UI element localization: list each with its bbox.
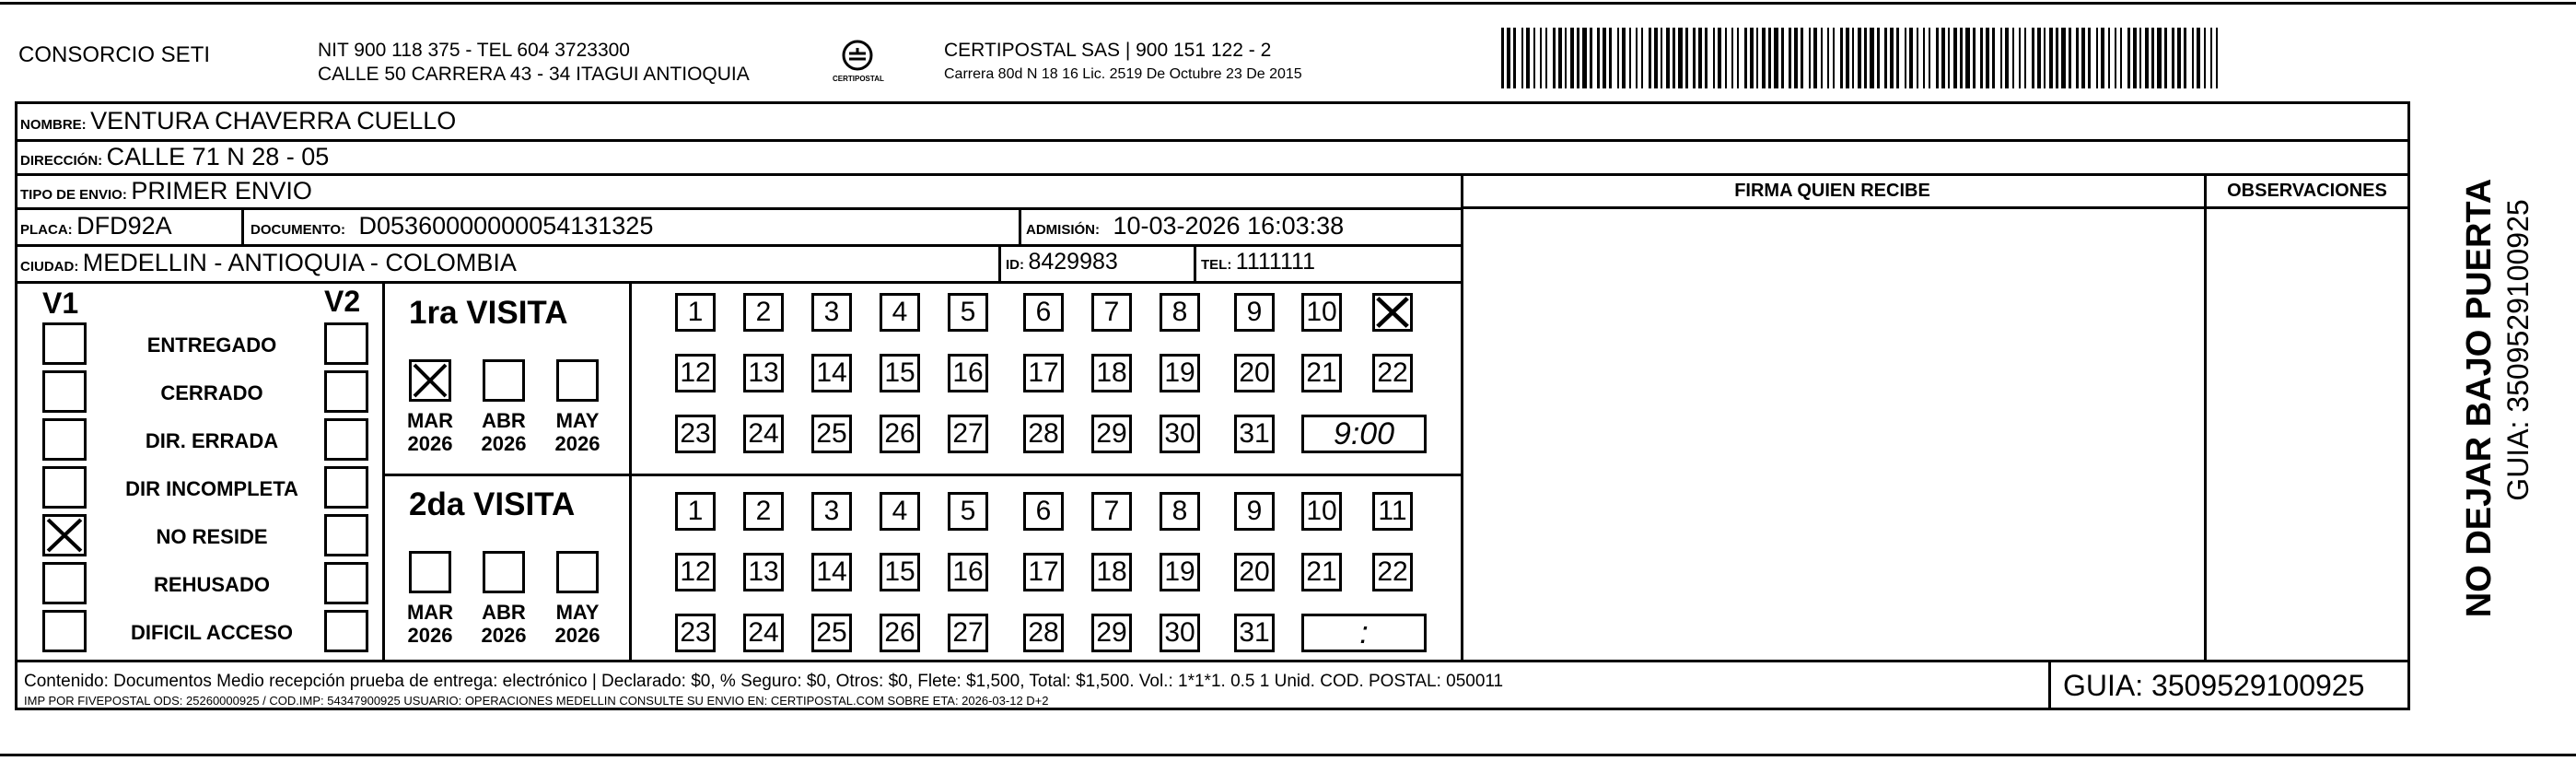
day-box[interactable]: 21 [1301, 354, 1342, 392]
barcode-bar [2164, 28, 2167, 88]
barcode-bar [1666, 28, 1670, 88]
v1-checkbox[interactable] [42, 418, 87, 461]
barcode-bar [1768, 28, 1771, 88]
tel-value: 1111111 [1235, 249, 1315, 275]
barcode-bar [1973, 28, 1976, 88]
day-box[interactable]: 7 [1091, 492, 1132, 531]
day-box[interactable]: 29 [1091, 415, 1132, 453]
barcode-bar [1582, 28, 1587, 88]
time-box[interactable]: : [1301, 614, 1427, 652]
barcode-bar [1577, 28, 1579, 88]
firma-header: FIRMA QUIEN RECIBE [1734, 181, 1930, 201]
barcode-bar [1673, 28, 1675, 88]
barcode-bar [1965, 28, 1970, 88]
day-box[interactable]: 21 [1301, 553, 1342, 591]
barcode-bar [2216, 28, 2218, 88]
day-box[interactable]: 3 [811, 293, 852, 332]
barcode-bar [2076, 28, 2079, 88]
day-box[interactable]: 17 [1023, 354, 1064, 392]
barcode-bar [2210, 28, 2212, 88]
month-divider [629, 281, 632, 661]
barcode-bar [1526, 28, 1530, 88]
barcode-bar [1507, 28, 1510, 88]
direccion-label: DIRECCIÓN: CALLE 71 N 28 - 05 [20, 143, 330, 170]
barcode-bar [1781, 28, 1784, 88]
barcode-bar [1678, 28, 1683, 88]
day-box[interactable]: 13 [743, 553, 784, 591]
placa-label: PLACA: DFD92A [20, 212, 172, 240]
barcode-bar [1737, 28, 1739, 88]
status-label: ENTREGADO [146, 334, 277, 357]
imp-text: IMP POR FIVEPOSTAL ODS: 25260000925 / COD.IMP: 54347900925 USUARIO: OPERACIONES MEDELLIN CONSULTE SU ENVIO EN: CERTIPOSTAL.COM SOBRE ETA: 2026-03-12 D+2 [24, 694, 1049, 708]
day-box[interactable]: 3 [811, 492, 852, 531]
day-box[interactable]: 19 [1160, 553, 1200, 591]
day-box[interactable]: 12 [675, 553, 716, 591]
v1-checkbox[interactable] [42, 610, 87, 652]
documento-label: DOCUMENTO: D05360000000054131325 [251, 212, 654, 240]
barcode-bar [1622, 28, 1626, 88]
barcode-bar [1685, 28, 1688, 88]
time-box[interactable]: 9:00 [1301, 415, 1427, 453]
status-label: CERRADO [160, 381, 263, 404]
guia-divider [2048, 660, 2051, 709]
row-line [15, 139, 2409, 142]
v2-checkbox[interactable] [324, 562, 368, 604]
day-box[interactable]: 1 [675, 492, 716, 531]
month-checkbox[interactable] [556, 551, 599, 593]
barcode-bar [1877, 28, 1880, 88]
address-line: CALLE 50 CARRERA 43 - 34 ITAGUI ANTIOQUIA [318, 64, 750, 85]
row-line [15, 281, 1461, 284]
barcode-bar [2172, 28, 2174, 88]
v2-label: V2 [324, 285, 361, 318]
barcode-bar [2019, 28, 2021, 88]
barcode-bar [1801, 28, 1803, 88]
form-top [15, 101, 2409, 104]
day-box[interactable]: 4 [880, 293, 920, 332]
month-checkbox[interactable] [483, 359, 525, 402]
barcode-bar [1513, 28, 1516, 88]
day-box[interactable]: 20 [1234, 354, 1275, 392]
barcode-bar [1821, 28, 1823, 88]
barcode-bar [2120, 28, 2122, 88]
barcode-bar [2151, 28, 2154, 88]
v1-checkbox[interactable] [42, 514, 87, 556]
barcode-bar [1960, 28, 1963, 88]
tipo-label: TIPO DE ENVIO: PRIMER ENVIO [20, 177, 312, 205]
barcode-bar [2204, 28, 2206, 88]
barcode-bar [2096, 28, 2098, 88]
day-box[interactable]: 13 [743, 354, 784, 392]
v2-checkbox[interactable] [324, 514, 368, 556]
day-box[interactable]: 16 [948, 354, 988, 392]
barcode-bar [2061, 28, 2066, 88]
day-box[interactable]: 20 [1234, 553, 1275, 591]
day-box[interactable]: 28 [1023, 415, 1064, 453]
barcode-bar [1774, 28, 1778, 88]
barcode-bar [2127, 28, 2130, 88]
guia-box: GUIA: 3509529100925 [2063, 669, 2365, 702]
firma-left [1461, 173, 1463, 661]
barcode-bar [1597, 28, 1600, 88]
top-rule [0, 2, 2576, 5]
cell-divider [1019, 207, 1021, 244]
barcode-bar [1923, 28, 1925, 88]
nombre-label: NOMBRE: VENTURA CHAVERRA CUELLO [20, 107, 457, 135]
barcode-bar [1884, 28, 1887, 88]
barcode-bar [1609, 28, 1612, 88]
row-line [15, 244, 1461, 247]
day-box[interactable]: 8 [1160, 492, 1200, 531]
status-label: DIR INCOMPLETA [125, 477, 298, 500]
barcode-bar [1718, 28, 1721, 88]
status-label: DIR. ERRADA [145, 429, 279, 452]
barcode-bar [2088, 28, 2091, 88]
barcode-bar [1909, 28, 1913, 88]
barcode-bar [1917, 28, 1918, 88]
placa-value: DFD92A [76, 212, 172, 240]
admision-label: ADMISIÓN: 10-03-2026 16:03:38 [1026, 212, 1345, 240]
day-box[interactable]: 23 [675, 415, 716, 453]
status-label: REHUSADO [154, 573, 270, 596]
barcode-bar [1744, 28, 1747, 88]
day-box[interactable]: 14 [811, 553, 852, 591]
barcode-bar [1570, 28, 1574, 88]
barcode-bar [2145, 28, 2149, 88]
v2-checkbox[interactable] [324, 322, 368, 365]
month-checkbox[interactable] [483, 551, 525, 593]
day-box[interactable]: 14 [811, 354, 852, 392]
cell-divider [1194, 244, 1196, 281]
day-box[interactable]: 22 [1372, 354, 1413, 392]
v1-checkbox[interactable] [42, 562, 87, 604]
side-guia: GUIA: 3509529100925 [2501, 199, 2535, 501]
barcode-bar [1980, 28, 1983, 88]
barcode-bar [1846, 28, 1849, 88]
barcode-bar [1693, 28, 1696, 88]
day-box[interactable]: 16 [948, 553, 988, 591]
barcode-bar [2108, 28, 2110, 88]
cell-divider [241, 207, 244, 244]
status-label: DIFICIL ACCESO [130, 621, 293, 644]
id-value: 8429983 [1028, 249, 1118, 275]
day-box[interactable]: 10 [1301, 293, 1342, 332]
obs-left [2204, 173, 2207, 661]
barcode-bar [1750, 28, 1754, 88]
barcode-bar [2184, 28, 2186, 88]
company-name: CONSORCIO SETI [18, 42, 211, 67]
barcode-bar [1590, 28, 1592, 88]
day-box[interactable]: 9 [1234, 492, 1275, 531]
barcode-bar [1953, 28, 1957, 88]
day-box[interactable]: 5 [948, 492, 988, 531]
day-box[interactable]: 17 [1023, 553, 1064, 591]
barcode-bar [2197, 28, 2200, 88]
day-box[interactable]: 15 [880, 553, 920, 591]
barcode-bar [1813, 28, 1817, 88]
status-label: NO RESIDE [156, 525, 268, 548]
day-box[interactable]: 24 [743, 614, 784, 652]
barcode-bar [2000, 28, 2002, 88]
month-checkbox[interactable] [409, 551, 451, 593]
status-divider [382, 281, 385, 661]
day-box[interactable]: 2 [743, 492, 784, 531]
day-box[interactable]: 19 [1160, 354, 1200, 392]
barcode-bar [1852, 28, 1854, 88]
barcode-bar [2032, 28, 2034, 88]
day-box[interactable]: 18 [1091, 354, 1132, 392]
barcode-bar [1789, 28, 1791, 88]
license-line: Carrera 80d N 18 16 Lic. 2519 De Octubre 23 De 2015 [944, 66, 1302, 82]
barcode-bar [1558, 28, 1562, 88]
barcode-bar [2056, 28, 2058, 88]
day-box[interactable]: 25 [811, 415, 852, 453]
day-box[interactable]: 7 [1091, 293, 1132, 332]
barcode-bar [2037, 28, 2041, 88]
day-box[interactable]: 1 [675, 293, 716, 332]
day-box[interactable]: 5 [948, 293, 988, 332]
day-box[interactable]: 22 [1372, 553, 1413, 591]
barcode-bar [2081, 28, 2085, 88]
barcode-bar [1705, 28, 1708, 88]
row-line [15, 207, 1461, 210]
barcode-bar [1617, 28, 1619, 88]
day-box[interactable]: 26 [880, 415, 920, 453]
barcode-bar [1603, 28, 1606, 88]
id-label: ID: 8429983 [1006, 249, 1118, 275]
form-right [2407, 101, 2410, 709]
admision-value: 10-03-2026 16:03:38 [1113, 212, 1345, 240]
barcode-bar [1654, 28, 1658, 88]
day-box[interactable]: 10 [1301, 492, 1342, 531]
month-label: MAR 2026 [406, 601, 454, 648]
v2-checkbox[interactable] [324, 370, 368, 413]
barcode-bar [1629, 28, 1631, 88]
barcode-bar [1870, 28, 1874, 88]
day-box[interactable]: 9 [1234, 293, 1275, 332]
month-label: MAY 2026 [554, 601, 600, 648]
day-box[interactable]: 12 [675, 354, 716, 392]
barcode-bar [1545, 28, 1547, 88]
barcode-bar [1501, 28, 1504, 88]
barcode-bar [1905, 28, 1906, 88]
header-underline [1461, 206, 2409, 209]
barcode-bar [2133, 28, 2137, 88]
barcode-bar [1809, 28, 1811, 88]
barcode-bar [1833, 28, 1835, 88]
barcode-bar [2024, 28, 2026, 88]
v2-checkbox[interactable] [324, 466, 368, 509]
month-label: ABR 2026 [481, 601, 527, 648]
month-label: MAR 2026 [406, 409, 454, 456]
barcode [1501, 28, 2223, 88]
v1-checkbox[interactable] [42, 466, 87, 509]
month-label: MAY 2026 [554, 409, 600, 456]
barcode-bar [2177, 28, 2181, 88]
barcode-bar [2005, 28, 2009, 88]
barcode-bar [1540, 28, 1542, 88]
barcode-bar [1731, 28, 1733, 88]
ciudad-label: CIUDAD: MEDELLIN - ANTIOQUIA - COLOMBIA [20, 249, 517, 276]
day-box[interactable]: 6 [1023, 293, 1064, 332]
observaciones-header: OBSERVACIONES [2227, 181, 2387, 201]
barcode-bar [2069, 28, 2071, 88]
day-box[interactable]: 27 [948, 614, 988, 652]
day-box[interactable]: 30 [1160, 415, 1200, 453]
barcode-bar [2157, 28, 2162, 88]
barcode-bar [1533, 28, 1535, 88]
v1-checkbox[interactable] [42, 322, 87, 365]
day-box[interactable]: 31 [1234, 614, 1275, 652]
barcode-bar [1986, 28, 1989, 88]
bottom-rule [0, 754, 2576, 756]
barcode-bar [1661, 28, 1662, 88]
day-box[interactable]: 11 [1372, 492, 1413, 531]
day-box[interactable] [1372, 293, 1413, 332]
day-box[interactable]: 8 [1160, 293, 1200, 332]
tipo-value: PRIMER ENVIO [131, 177, 312, 205]
barcode-bar [1641, 28, 1643, 88]
v2-checkbox[interactable] [324, 418, 368, 461]
barcode-bar [1992, 28, 1995, 88]
barcode-bar [1756, 28, 1758, 88]
day-box[interactable]: 6 [1023, 492, 1064, 531]
logo-text: CERTIPOSTAL [833, 75, 884, 83]
day-box[interactable]: 28 [1023, 614, 1064, 652]
barcode-bar [2192, 28, 2194, 88]
visit2-title: 2da VISITA [409, 486, 576, 522]
day-box[interactable]: 2 [743, 293, 784, 332]
barcode-bar [1936, 28, 1939, 88]
certipostal-line: CERTIPOSTAL SAS | 900 151 122 - 2 [944, 40, 1272, 61]
barcode-bar [2044, 28, 2046, 88]
barcode-bar [2115, 28, 2116, 88]
day-box[interactable]: 4 [880, 492, 920, 531]
barcode-bar [1890, 28, 1894, 88]
side-warning: NO DEJAR BAJO PUERTA [2460, 178, 2499, 618]
barcode-bar [2012, 28, 2014, 88]
barcode-bar [1941, 28, 1945, 88]
barcode-bar [1725, 28, 1727, 88]
barcode-bar [1929, 28, 1930, 88]
barcode-bar [1948, 28, 1950, 88]
barcode-bar [1827, 28, 1829, 88]
day-box[interactable]: 23 [675, 614, 716, 652]
visit-split [382, 474, 631, 476]
barcode-bar [1794, 28, 1798, 88]
cell-divider [998, 244, 1001, 281]
barcode-bar [2139, 28, 2141, 88]
visit-split-right [629, 474, 1461, 476]
contenido-text: Contenido: Documentos Medio recepción prueba de entrega: electrónico | Declarado: $0, % Seguro: $0, Otros: $0, Flete: $1,500, Total: $1,500. Vol.: 1*1*1. 0.5 1 Unid. COD. POSTAL: 050011 [24, 672, 1504, 691]
barcode-bar [1762, 28, 1766, 88]
month-checkbox[interactable] [409, 359, 451, 402]
barcode-bar [1565, 28, 1567, 88]
direccion-value: CALLE 71 N 28 - 05 [106, 143, 330, 170]
day-box[interactable]: 30 [1160, 614, 1200, 652]
day-box[interactable]: 26 [880, 614, 920, 652]
barcode-bar [1698, 28, 1702, 88]
v2-checkbox[interactable] [324, 610, 368, 652]
day-box[interactable]: 25 [811, 614, 852, 652]
v1-label: V1 [42, 287, 79, 320]
documento-value: D05360000000054131325 [358, 212, 654, 240]
barcode-bar [1896, 28, 1899, 88]
barcode-bar [2049, 28, 2053, 88]
day-box[interactable]: 27 [948, 415, 988, 453]
nit-line: NIT 900 118 375 - TEL 604 3723300 [318, 40, 630, 61]
barcode-bar [1649, 28, 1651, 88]
barcode-bar [1713, 28, 1715, 88]
barcode-bar [1521, 28, 1523, 88]
barcode-bar [1553, 28, 1556, 88]
form-left [15, 101, 17, 709]
visit1-title: 1ra VISITA [409, 295, 568, 331]
day-box[interactable]: 29 [1091, 614, 1132, 652]
v1-checkbox[interactable] [42, 370, 87, 413]
ciudad-value: MEDELLIN - ANTIOQUIA - COLOMBIA [82, 249, 517, 276]
month-label: ABR 2026 [481, 409, 527, 456]
barcode-bar [1864, 28, 1867, 88]
month-checkbox[interactable] [556, 359, 599, 402]
certipostal-logo [831, 37, 884, 90]
barcode-bar [2101, 28, 2104, 88]
tel-label: TEL: 1111111 [1201, 249, 1315, 275]
day-box[interactable]: 24 [743, 415, 784, 453]
barcode-bar [1840, 28, 1843, 88]
nombre-value: VENTURA CHAVERRA CUELLO [90, 107, 457, 135]
day-box[interactable]: 15 [880, 354, 920, 392]
day-box[interactable]: 31 [1234, 415, 1275, 453]
day-box[interactable]: 18 [1091, 553, 1132, 591]
barcode-bar [1858, 28, 1861, 88]
barcode-bar [1636, 28, 1638, 88]
row-line [15, 173, 2409, 176]
